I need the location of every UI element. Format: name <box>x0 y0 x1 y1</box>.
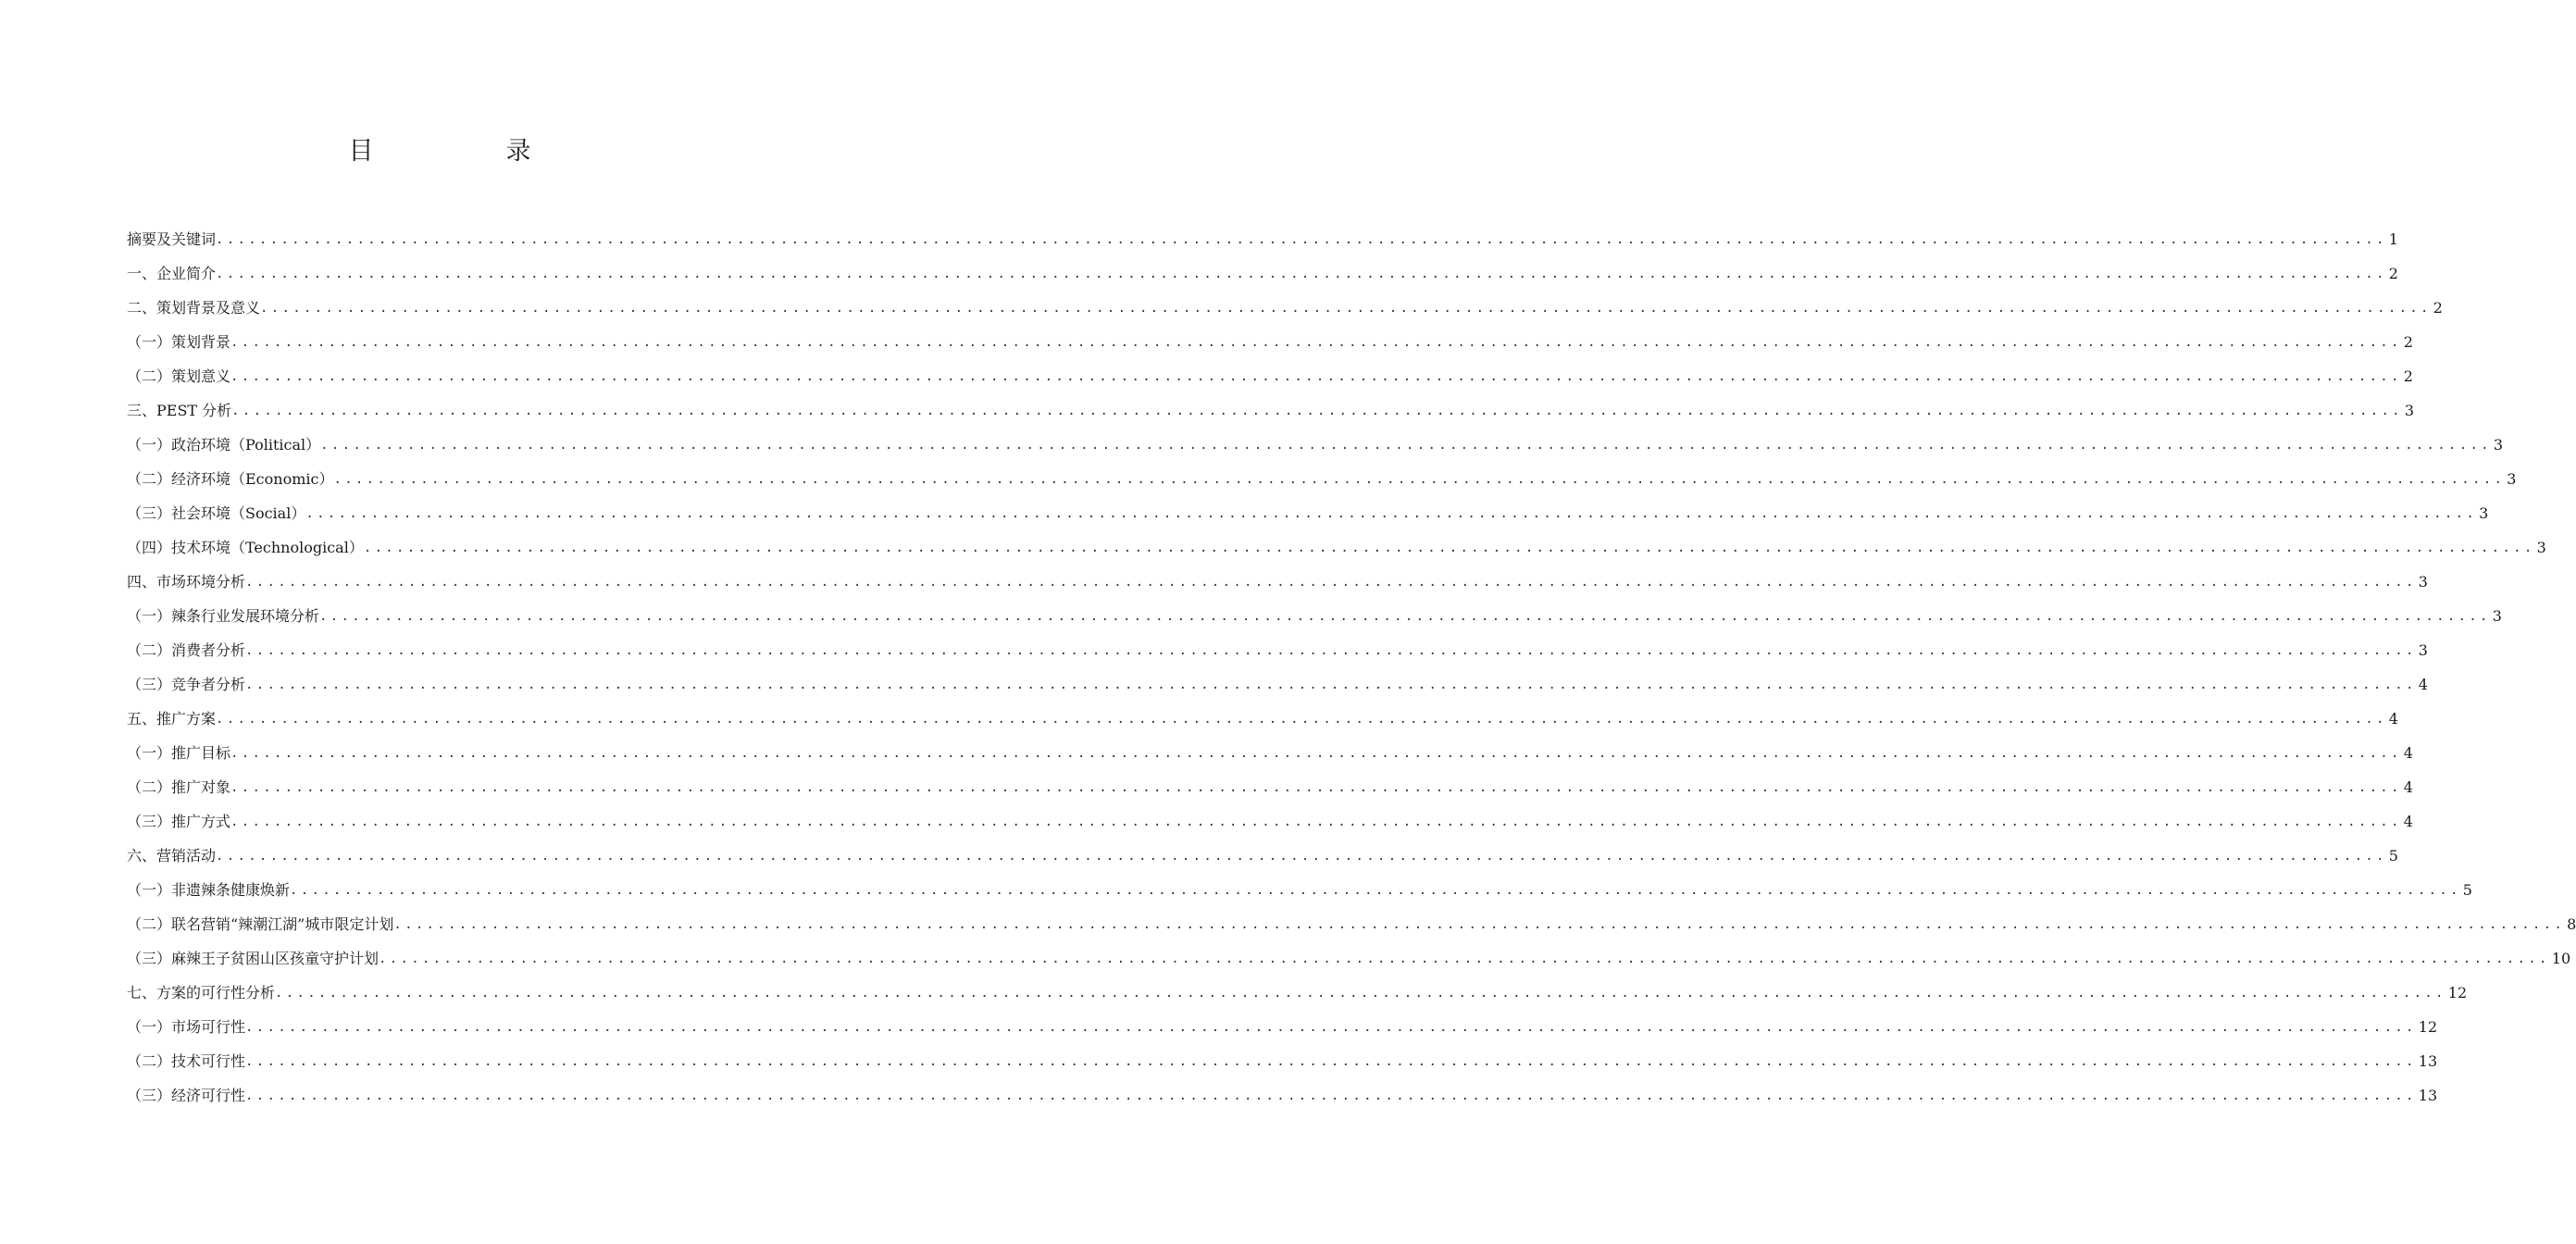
toc-entry-label: （二）联名营销“辣潮江湖”城市限定计划 <box>127 915 394 933</box>
toc-leader-dots: ........................................................................................................................................................................................................ <box>216 712 2387 727</box>
toc-entry-label: （二）推广对象 <box>127 778 231 796</box>
toc-entry-page-number: 3 <box>2493 436 2504 454</box>
toc-leader-dots: ........................................................................................................................................................................................................ <box>245 1020 2417 1035</box>
toc-entry-label: （一）非遗辣条健康焕新 <box>127 881 291 899</box>
toc-leader-dots: ........................................................................................................................................................................................................ <box>245 1054 2417 1069</box>
toc-leader-dots: ........................................................................................................................................................................................................ <box>231 404 2403 418</box>
toc-entry[interactable] <box>127 1008 2438 1042</box>
toc-entry-label: （三）社会环境（Social） <box>127 504 306 522</box>
toc-entry[interactable] <box>127 871 2472 905</box>
toc-entry[interactable] <box>127 597 2502 631</box>
toc-leader-dots: ........................................................................................................................................................................................................ <box>216 232 2387 247</box>
toc-entry-label: 一、企业简介 <box>127 265 217 282</box>
toc-entry[interactable] <box>127 631 2428 666</box>
toc-entry-page-number: 3 <box>2492 607 2502 625</box>
toc-entry-label: （三）经济可行性 <box>127 1087 246 1104</box>
toc-entry-label: 五、推广方案 <box>127 710 217 728</box>
toc-entry[interactable] <box>127 837 2398 871</box>
toc-entry-page-number: 2 <box>2388 265 2398 282</box>
toc-leader-dots: ........................................................................................................................................................................................................ <box>230 815 2402 829</box>
toc-entry-page-number: 3 <box>2479 504 2489 522</box>
toc-entry-label: 四、市场环境分析 <box>127 573 246 591</box>
toc-entry-page-number: 12 <box>2418 1018 2438 1036</box>
toc-leader-dots: ........................................................................................................................................................................................................ <box>216 267 2387 281</box>
toc-entry-page-number: 13 <box>2418 1087 2438 1104</box>
toc-entry-label: （一）市场可行性 <box>127 1018 246 1036</box>
toc-leader-dots: ........................................................................................................................................................................................................ <box>230 746 2402 761</box>
toc-entry[interactable] <box>127 768 2413 802</box>
toc-entry-page-number: 1 <box>2388 230 2398 248</box>
toc-entry-label: （三）麻辣王子贫困山区孩童守护计划 <box>127 950 380 967</box>
toc-entry-page-number: 13 <box>2418 1052 2438 1070</box>
toc-entry-page-number: 4 <box>2403 778 2413 796</box>
toc-leader-dots: ........................................................................................................................................................................................................ <box>245 1088 2417 1103</box>
toc-entry[interactable] <box>127 289 2443 323</box>
toc-entry[interactable] <box>127 220 2398 255</box>
toc-entry-label: 摘要及关键词 <box>127 230 217 248</box>
toc-leader-dots: ........................................................................................................................................................................................................ <box>245 678 2417 692</box>
toc-entry-page-number: 3 <box>2404 402 2415 419</box>
toc-entry-page-number: 2 <box>2433 299 2443 317</box>
toc-leader-dots: ........................................................................................................................................................................................................ <box>245 643 2417 658</box>
toc-entry-label: 七、方案的可行性分析 <box>127 984 276 1001</box>
table-of-contents <box>127 220 2576 1111</box>
toc-entry-page-number: 2 <box>2403 367 2413 385</box>
toc-entry[interactable] <box>127 666 2428 700</box>
toc-leader-dots: ........................................................................................................................................................................................................ <box>230 780 2402 795</box>
toc-entry-page-number: 8 <box>2567 915 2576 933</box>
toc-title: 目 录 <box>348 137 585 166</box>
toc-entry[interactable] <box>127 323 2413 357</box>
toc-entry-page-number: 4 <box>2403 813 2413 830</box>
toc-entry-label: （一）政治环境（Political） <box>127 436 321 454</box>
toc-entry[interactable] <box>127 734 2413 768</box>
toc-entry-page-number: 2 <box>2403 333 2413 351</box>
toc-leader-dots: ........................................................................................................................................................................................................ <box>333 472 2506 487</box>
toc-leader-dots: ........................................................................................................................................................................................................ <box>216 849 2387 864</box>
toc-entry-label: （二）消费者分析 <box>127 641 246 659</box>
toc-entry[interactable] <box>127 939 2571 974</box>
toc-entry[interactable] <box>127 1042 2438 1076</box>
toc-leader-dots: ........................................................................................................................................................................................................ <box>275 986 2446 1001</box>
toc-entry[interactable] <box>127 563 2428 597</box>
toc-leader-dots: ........................................................................................................................................................................................................ <box>393 917 2566 932</box>
toc-entry-label: （三）竞争者分析 <box>127 676 246 693</box>
toc-entry[interactable] <box>127 700 2398 734</box>
toc-entry-page-number: 12 <box>2447 984 2468 1001</box>
toc-leader-dots: ........................................................................................................................................................................................................ <box>319 609 2491 624</box>
toc-entry-label: （一）辣条行业发展环境分析 <box>127 607 320 625</box>
toc-entry-page-number: 3 <box>2418 573 2428 591</box>
toc-entry-label: （一）推广目标 <box>127 744 231 762</box>
toc-entry[interactable] <box>127 426 2504 460</box>
toc-entry-page-number: 3 <box>2418 641 2428 659</box>
toc-entry-label: 三、PEST 分析 <box>127 402 232 419</box>
toc-entry[interactable] <box>127 494 2489 529</box>
toc-entry-page-number: 5 <box>2462 881 2472 899</box>
toc-entry-page-number: 10 <box>2551 950 2571 967</box>
toc-entry-page-number: 5 <box>2388 847 2398 865</box>
toc-entry[interactable] <box>127 974 2468 1008</box>
toc-entry-label: 六、营销活动 <box>127 847 217 865</box>
toc-entry[interactable] <box>127 392 2415 426</box>
toc-leader-dots: ........................................................................................................................................................................................................ <box>320 438 2492 453</box>
toc-leader-dots: ........................................................................................................................................................................................................ <box>245 575 2417 590</box>
toc-entry-page-number: 4 <box>2418 676 2428 693</box>
toc-entry-page-number: 3 <box>2536 539 2546 556</box>
toc-leader-dots: ........................................................................................................................................................................................................ <box>379 952 2550 966</box>
toc-entry[interactable] <box>127 357 2413 392</box>
toc-entry[interactable] <box>127 802 2413 837</box>
toc-entry[interactable] <box>127 1076 2438 1111</box>
toc-entry-label: （四）技术环境（Technological） <box>127 539 364 556</box>
toc-entry[interactable] <box>127 529 2546 563</box>
toc-leader-dots: ........................................................................................................................................................................................................ <box>260 301 2432 316</box>
toc-entry-label: （二）策划意义 <box>127 367 231 385</box>
toc-entry-page-number: 3 <box>2507 470 2517 488</box>
toc-entry[interactable] <box>127 460 2517 494</box>
toc-leader-dots: ........................................................................................................................................................................................................ <box>305 506 2478 521</box>
toc-entry-page-number: 4 <box>2388 710 2398 728</box>
toc-leader-dots: ........................................................................................................................................................................................................ <box>363 541 2535 555</box>
toc-entry-label: （二）技术可行性 <box>127 1052 246 1070</box>
toc-entry[interactable] <box>127 255 2398 289</box>
toc-entry-page-number: 4 <box>2403 744 2413 762</box>
toc-leader-dots: ........................................................................................................................................................................................................ <box>230 335 2402 350</box>
toc-entry-label: （一）策划背景 <box>127 333 231 351</box>
toc-entry-label: （三）推广方式 <box>127 813 231 830</box>
toc-leader-dots: ........................................................................................................................................................................................................ <box>290 883 2461 898</box>
toc-leader-dots: ........................................................................................................................................................................................................ <box>230 369 2402 384</box>
toc-entry-label: 二、策划背景及意义 <box>127 299 261 317</box>
toc-entry-label: （二）经济环境（Economic） <box>127 470 334 488</box>
toc-entry[interactable] <box>127 905 2576 939</box>
